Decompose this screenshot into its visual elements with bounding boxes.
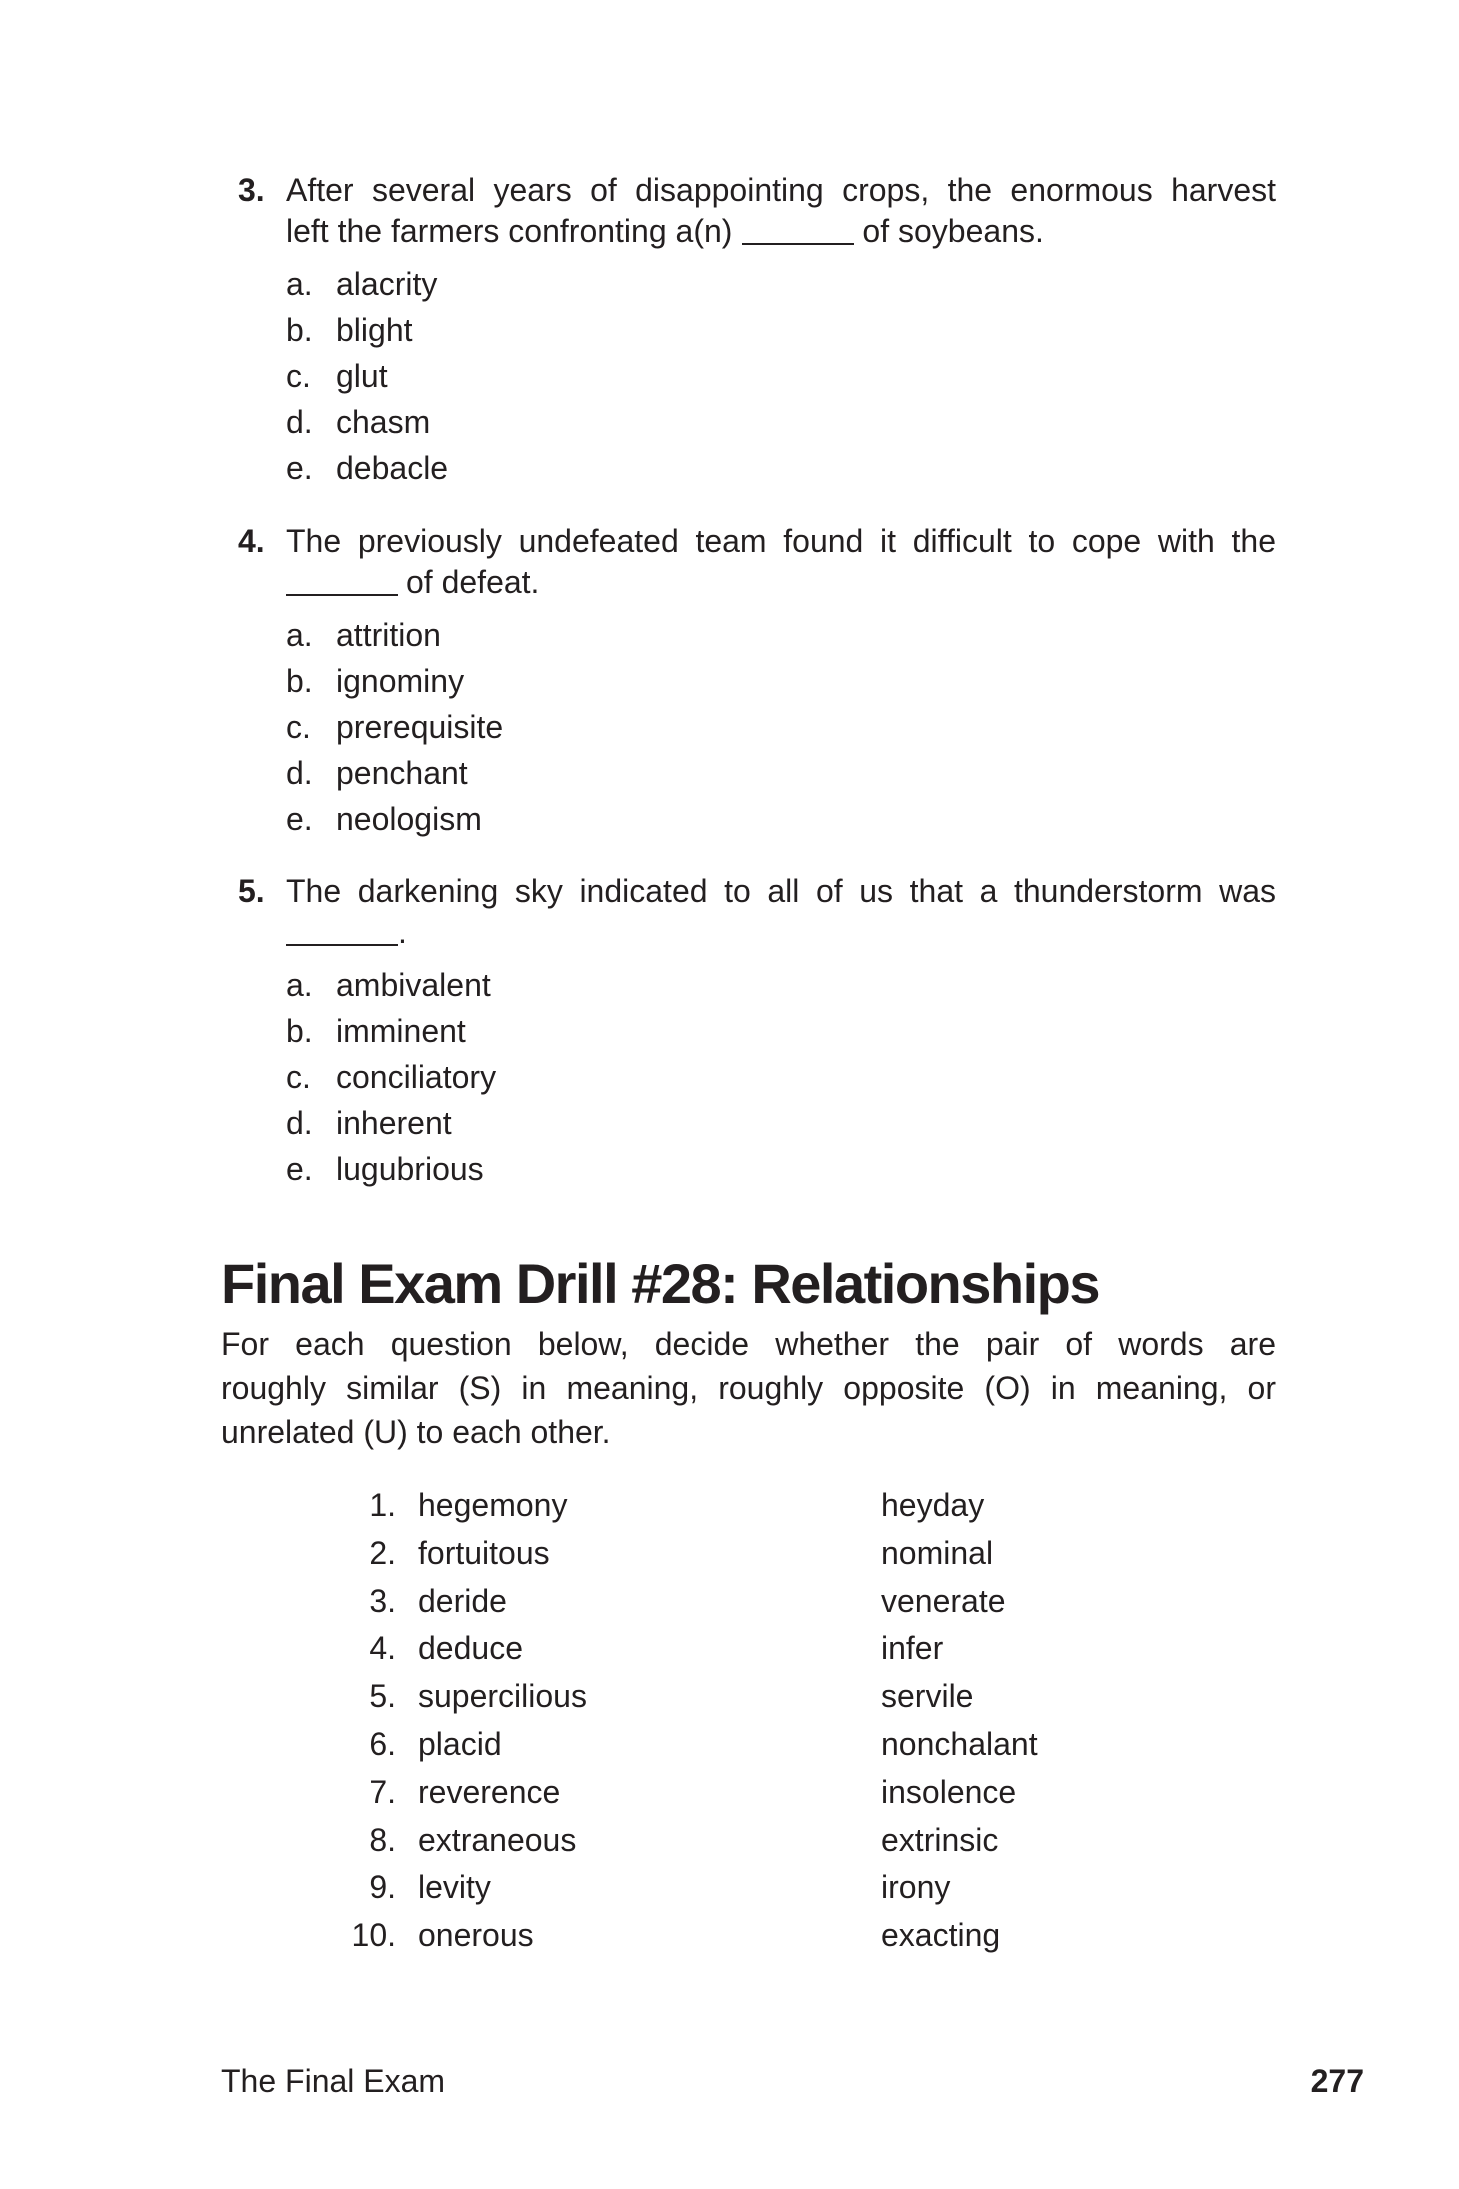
answer-option [286,400,430,444]
word-pair-row [0,1913,1459,1957]
option-text: lugubrious [336,1151,484,1187]
pair-word-1: deduce [418,1630,523,1667]
page-number: 277 [1310,2063,1364,2099]
word-pair-row [0,1770,1459,1814]
answer-option [286,751,468,795]
word-pair-row [0,1579,1459,1623]
pair-number: 8. [369,1821,396,1858]
answer-blank [286,944,398,946]
question-text-line [286,209,1044,253]
pair-number: 9. [369,1869,396,1906]
option-text: blight [336,312,413,348]
pair-word-2: irony [881,1869,951,1906]
drill-title: Final Exam Drill #28: Relationships [221,1252,1100,1315]
answer-blank [742,243,854,245]
question-text-line [286,560,539,604]
pair-word-1: placid [418,1726,502,1762]
option-letter: b. [286,312,313,348]
pair-word-2: extrinsic [881,1821,999,1858]
option-letter: b. [286,1013,313,1049]
answer-option [286,1147,484,1191]
pair-number: 1. [369,1487,396,1523]
pair-word-2: heyday [881,1487,985,1523]
pair-word-1: levity [418,1869,491,1906]
word-pair-row [0,1531,1459,1575]
option-text: attrition [336,617,441,653]
question-text: . [398,914,407,950]
pair-number: 4. [369,1630,396,1667]
option-letter: a. [286,617,313,653]
option-text: conciliatory [336,1059,497,1095]
pair-number: 5. [369,1678,396,1715]
option-text: penchant [336,755,468,791]
pair-word-1: supercilious [418,1678,587,1715]
option-letter: a. [286,967,313,1003]
pair-word-1: hegemony [418,1487,568,1523]
option-text: ambivalent [336,967,491,1003]
option-text: prerequisite [336,709,504,745]
option-letter: b. [286,663,313,699]
pair-word-2: insolence [881,1773,1017,1810]
pair-number: 2. [369,1534,396,1571]
option-text: debacle [336,450,449,486]
word-pair-row [0,1818,1459,1862]
pair-number: 7. [369,1773,396,1810]
pair-word-2: infer [881,1630,944,1667]
answer-option [286,308,413,352]
instructions-line: roughly similar (S) in meaning, roughly opposite (O) in meaning, or [221,1370,1276,1406]
option-letter: e. [286,450,313,486]
answer-option [286,1009,466,1053]
option-text: inherent [336,1105,452,1141]
answer-option [286,659,464,703]
word-pair-row [0,1626,1459,1670]
pair-word-2: exacting [881,1917,1001,1954]
answer-option [286,446,448,490]
answer-blank [286,594,398,596]
option-text: neologism [336,801,482,837]
question-text-line [286,910,407,954]
pair-number: 6. [369,1726,396,1762]
option-text: alacrity [336,266,438,302]
question-text: left the farmers confronting a(n) [286,213,733,249]
question-text-line: The previously undefeated team found it difficult to cope with the [286,523,1276,559]
pair-number: 3. [369,1582,396,1619]
pair-word-2: nominal [881,1534,994,1571]
word-pair-row [0,1483,1459,1527]
pair-word-1: onerous [418,1917,534,1954]
pair-word-2: venerate [881,1582,1006,1619]
word-pair-row [0,1674,1459,1718]
option-letter: d. [286,404,313,440]
pair-word-1: extraneous [418,1821,577,1858]
instructions-line: unrelated (U) to each other. [221,1414,611,1450]
pair-word-1: deride [418,1582,507,1619]
answer-option [286,354,388,398]
option-letter: c. [286,358,311,394]
option-letter: a. [286,266,313,302]
option-letter: c. [286,1059,311,1095]
option-letter: e. [286,801,313,837]
question-number: 3. [238,172,265,208]
question-number: 5. [238,873,265,909]
pair-word-2: nonchalant [881,1726,1038,1762]
option-text: ignominy [336,663,465,699]
option-letter: d. [286,1105,313,1141]
option-text: chasm [336,404,431,440]
question-text: of soybeans. [862,213,1044,249]
question-text-line: After several years of disappointing crops, the enormous harvest [286,172,1276,208]
answer-option [286,1055,496,1099]
pair-word-1: reverence [418,1773,561,1810]
answer-option [286,705,503,749]
option-text: glut [336,358,388,394]
pair-number: 10. [351,1917,396,1954]
instructions-line: For each question below, decide whether the pair of words are [221,1326,1276,1362]
option-letter: c. [286,709,311,745]
question-text-line: The darkening sky indicated to all of us that a thunderstorm was [286,873,1276,909]
answer-option [286,1101,452,1145]
question-text: of defeat. [406,564,540,600]
footer-section: The Final Exam [221,2063,446,2099]
answer-option [286,613,441,657]
answer-option [286,963,491,1007]
word-pair-row [0,1722,1459,1766]
pair-word-2: servile [881,1678,974,1715]
pair-word-1: fortuitous [418,1534,550,1571]
option-text: imminent [336,1013,466,1049]
question-number: 4. [238,523,265,559]
answer-option [286,262,437,306]
option-letter: d. [286,755,313,791]
option-letter: e. [286,1151,313,1187]
answer-option [286,797,482,841]
word-pair-row [0,1865,1459,1909]
